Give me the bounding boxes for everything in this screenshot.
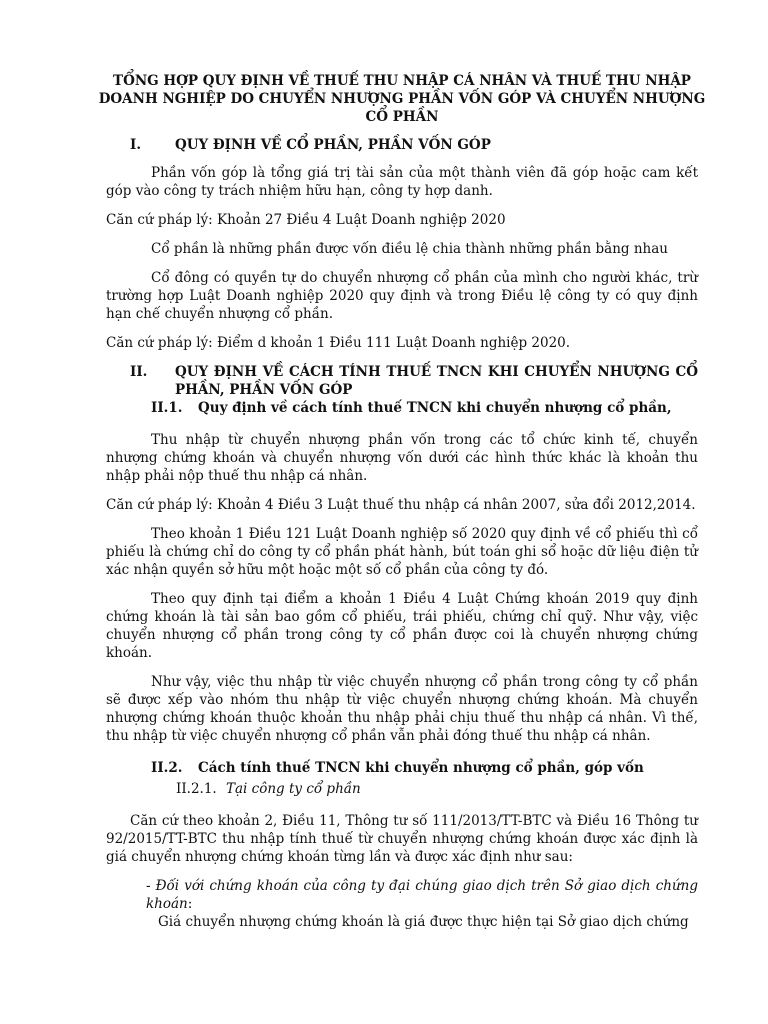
subsection-2-1-title: Quy định về cách tính thuế TNCN khi chuyển nhượng cổ phần, <box>198 400 672 416</box>
paragraph-legal-basis-3: Căn cứ pháp lý: Khoản 4 Điều 3 Luật thuế thu nhập cá nhân 2007, sửa đổi 2012,2014. <box>106 497 696 513</box>
section-2-number: II. <box>130 364 148 380</box>
paragraph-khoan-1-dieu-121: Theo khoản 1 Điều 121 Luật Doanh nghiệp số 2020 quy định về cổ phiếu thì cổ phiếu là chứng chỉ do công ty cổ phần phát hành, bút toán ghi sổ hoặc dữ liệu điện tử xác nhận quyền sở hữu một hoặc một số cổ phần của công ty đó. <box>106 526 698 578</box>
subsection-2-2-1-title: Tại công ty cổ phần <box>226 781 361 797</box>
paragraph-nhu-vay: Như vậy, việc thu nhập từ việc chuyển nhượng cổ phần trong công ty cổ phần sẽ được xếp vào nhóm thu nhập từ việc chuyển nhượng chứng khoán. Mà chuyển nhượng chứng khoán thuộc khoản thu nhập phải chịu thuế thu nhập cá nhân. Vì thế, thu nhập từ việc chuyển nhượng cổ phần vẫn phải đóng thuế thu nhập cá nhân. <box>106 674 698 744</box>
paragraph-legal-basis-1: Căn cứ pháp lý: Khoản 27 Điều 4 Luật Doanh nghiệp 2020 <box>106 212 506 228</box>
paragraph-luat-chung-khoan: Theo quy định tại điểm a khoản 1 Điều 4 Luật Chứng khoán 2019 quy định chứng khoán là tài sản bao gồm cổ phiếu, trái phiếu, chứng chỉ quỹ. Như vậy, việc chuyển nhượng cổ phần trong công ty cổ phần được coi là chuyển nhượng chứng khoán. <box>106 591 698 661</box>
section-1-title: QUY ĐỊNH VỀ CỔ PHẦN, PHẦN VỐN GÓP <box>175 137 491 153</box>
paragraph-can-cu-thong-tu: Căn cứ theo khoản 2, Điều 11, Thông tư số 111/2013/TT-BTC và Điều 16 Thông tư 92/2015/TT-BTC thu nhập tính thuế từ chuyển nhượng chứng khoán được xác định là giá chuyển nhượng chứng khoán từng lần và được xác định như sau: <box>106 813 698 865</box>
subsection-2-2-number: II.2. <box>151 760 183 776</box>
paragraph-co-dong: Cổ đông có quyền tự do chuyển nhượng cổ phần của mình cho người khác, trừ trường hợp Luật Doanh nghiệp 2020 quy định và trong Điều lệ công ty có quy định hạn chế chuyển nhượng cổ phần. <box>106 270 698 322</box>
section-2-heading <box>130 363 698 399</box>
subsection-2-1-heading <box>151 399 698 417</box>
paragraph-legal-basis-2: Căn cứ pháp lý: Điểm d khoản 1 Điều 111 Luật Doanh nghiệp 2020. <box>106 335 571 351</box>
document-title: TỔNG HỢP QUY ĐỊNH VỀ THUẾ THU NHẬP CÁ NHÂN VÀ THUẾ THU NHẬP DOANH NGHIỆP DO CHUYỂN NHƯỢNG PHẦN VỐN GÓP VÀ CHUYỂN NHƯỢNG CỔ PHẦN <box>98 73 706 125</box>
section-1-number: I. <box>130 137 142 153</box>
paragraph-phan-von-gop: Phần vốn góp là tổng giá trị tài sản của một thành viên đã góp hoặc cam kết góp vào công ty trách nhiệm hữu hạn, công ty hợp danh. <box>106 165 698 199</box>
subsection-2-2-heading <box>151 759 698 777</box>
section-2-title: QUY ĐỊNH VỀ CÁCH TÍNH THUẾ TNCN KHI CHUYỂN NHƯỢNG CỔ PHẦN, PHẦN VỐN GÓP <box>175 364 698 398</box>
bullet-colon: : <box>187 896 193 912</box>
bullet-gia-chuyen-nhuong: Giá chuyển nhượng chứng khoán là giá được thực hiện tại Sở giao dịch chứng <box>158 914 689 930</box>
subsection-2-2-1-heading <box>176 780 698 798</box>
section-1-heading <box>130 136 698 154</box>
subsection-2-2-1-number: II.2.1. <box>176 781 217 797</box>
subsection-2-2-title: Cách tính thuế TNCN khi chuyển nhượng cổ phần, góp vốn <box>198 760 644 776</box>
paragraph-co-phan: Cổ phần là những phần được vốn điều lệ chia thành những phần bằng nhau <box>151 241 668 257</box>
paragraph-thu-nhap: Thu nhập từ chuyển nhượng phần vốn trong các tổ chức kinh tế, chuyển nhượng chứng khoán và chuyển nhượng vốn dưới các hình thức khác là khoản thu nhập phải nộp thuế thu nhập cá nhân. <box>106 432 698 484</box>
bullet-cong-ty-dai-chung <box>146 877 698 913</box>
subsection-2-1-number: II.1. <box>151 400 183 416</box>
bullet-lead-text: - Đối với chứng khoán của công ty đại chúng giao dịch trên Sở giao dịch chứng khoán <box>146 878 698 912</box>
